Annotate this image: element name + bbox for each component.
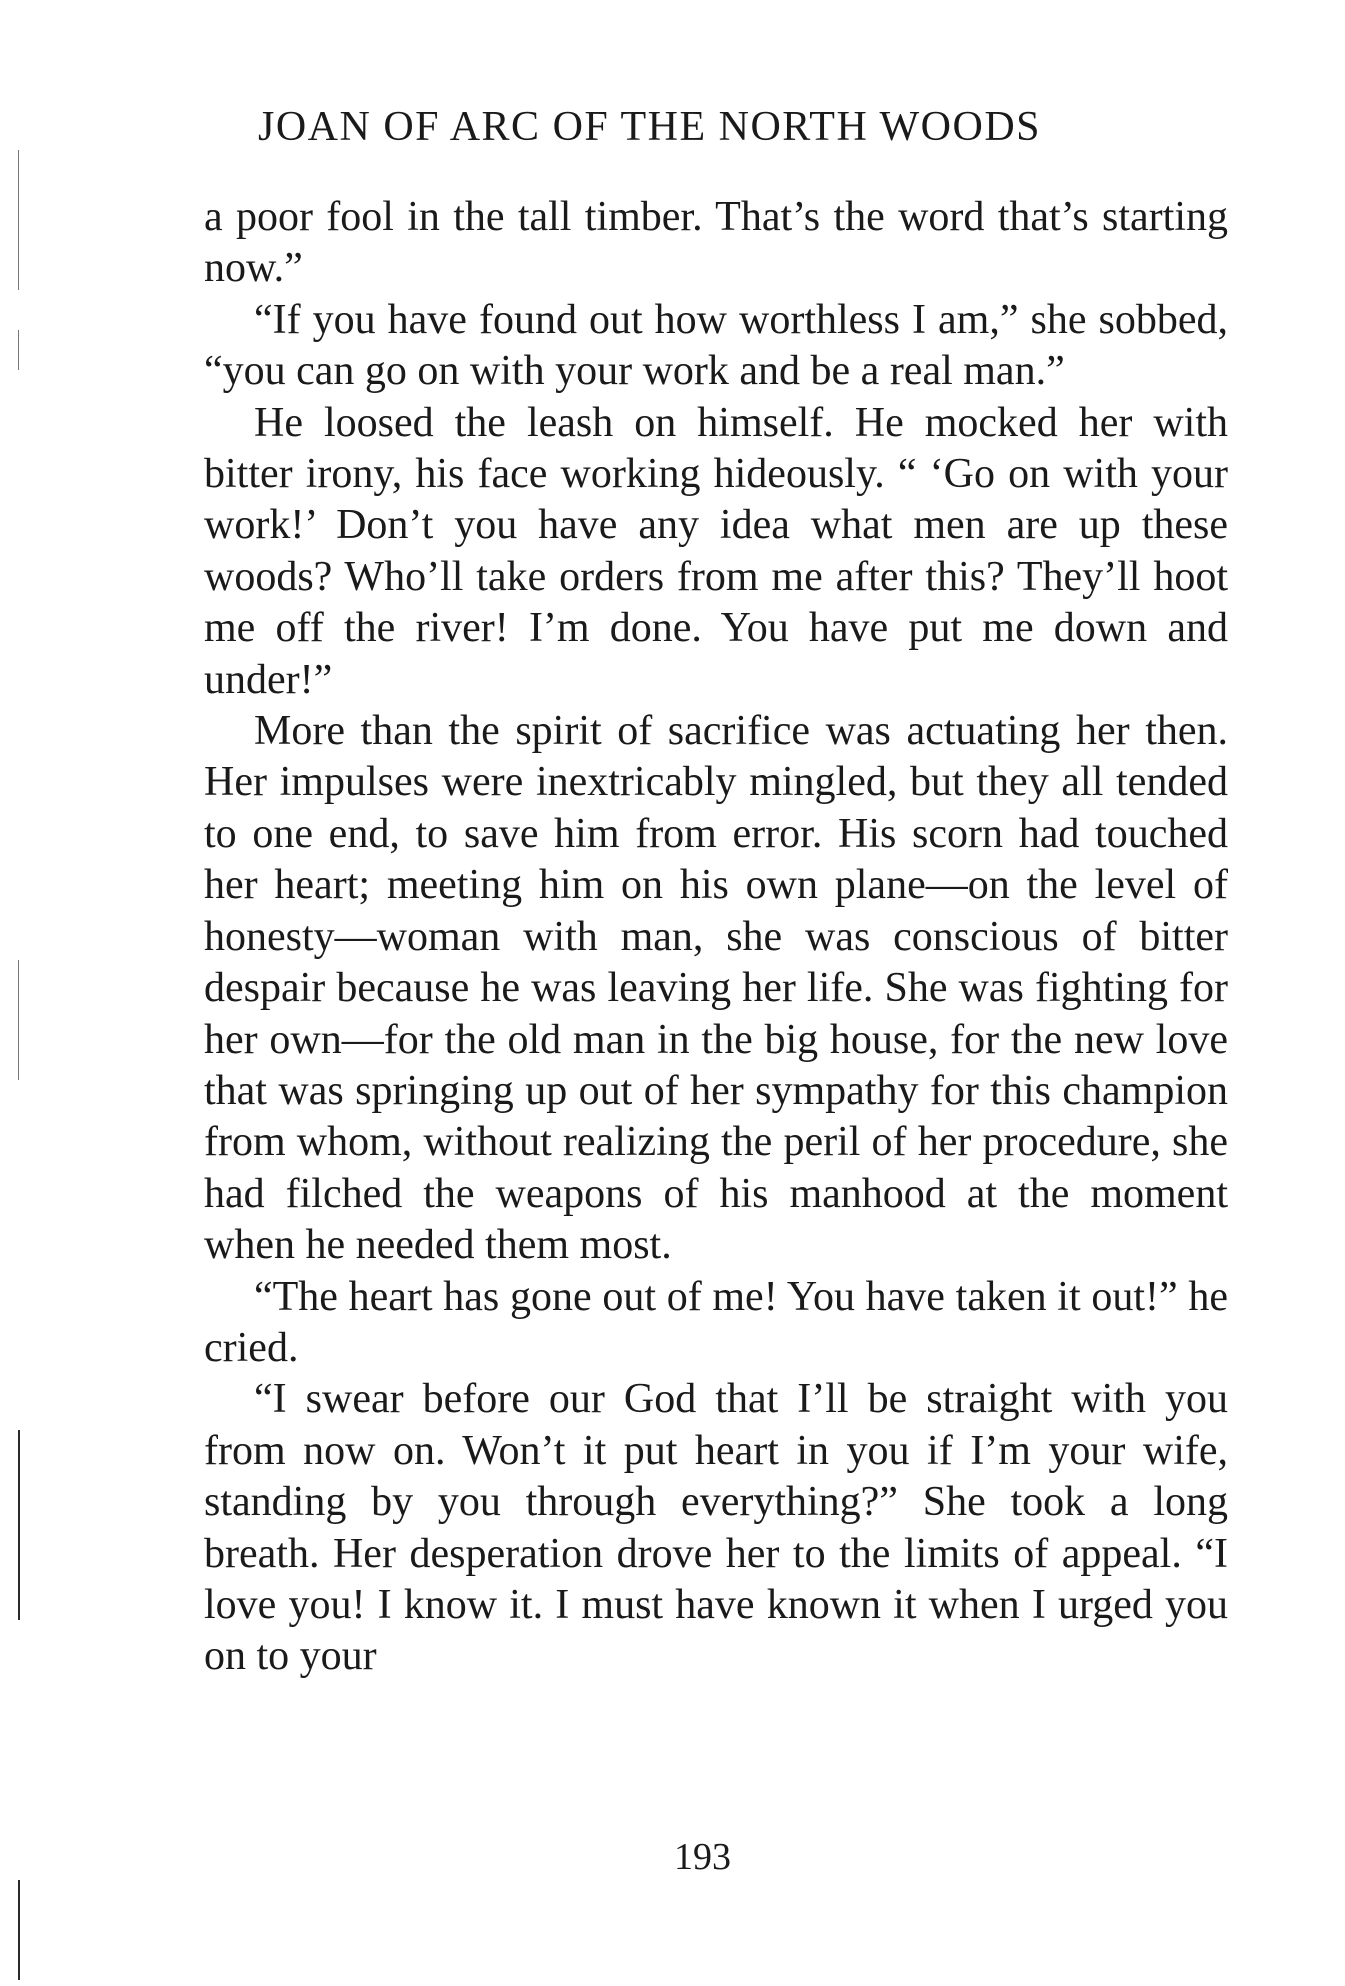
scan-edge-mark: [18, 330, 19, 370]
paragraph: a poor fool in the tall timber. That’s the word that’s starting now.”: [204, 194, 1228, 292]
scan-edge-mark: [18, 1430, 20, 1620]
paragraph: He loosed the leash on himself. He mocked her with bitter irony, his face working hideously. “ ‘Go on with your work!’ Don’t you have any idea what men are up these woods? Who’ll take orders from me after this? They’ll hoot me off the river! I’m done. You have put me down and under!”: [204, 399, 1228, 703]
running-head: JOAN OF ARC OF THE NORTH WOODS: [258, 104, 1042, 150]
page-number: 193: [674, 1836, 731, 1878]
paragraph: “If you have found out how worthless I am,” she sobbed, “you can go on with your work and be a real man.”: [204, 296, 1228, 395]
scan-edge-mark: [18, 1880, 20, 1980]
paragraph: More than the spirit of sacrifice was actuating her then. Her impulses were inextricably mingled, but they all tended to one end, to save him from error. His scorn had touched her heart; meeting him on his own plane—on the level of honesty—woman with man, she was conscious of bitter despair because he was leaving her life. She was fighting for her own—for the old man in the big house, for the new love that was springing up out of her sympathy for this champion from whom, without realizing the peril of her procedure, she had filched the weapons of his manhood at the moment when he needed them most.: [204, 708, 1228, 1269]
paragraph: “I swear before our God that I’ll be straight with you from now on. Won’t it put heart in you if I’m your wife, standing by you through everything?” She took a long breath. Her desperation drove her to the limits of appeal. “I love you! I know it. I must have known it when I urged you on to your: [204, 1376, 1228, 1680]
paragraph: “The heart has gone out of me! You have taken it out!” he cried.: [204, 1273, 1228, 1371]
scan-edge-mark: [18, 150, 19, 290]
body-text: [204, 192, 1228, 1683]
scan-edge-mark: [18, 960, 19, 1080]
